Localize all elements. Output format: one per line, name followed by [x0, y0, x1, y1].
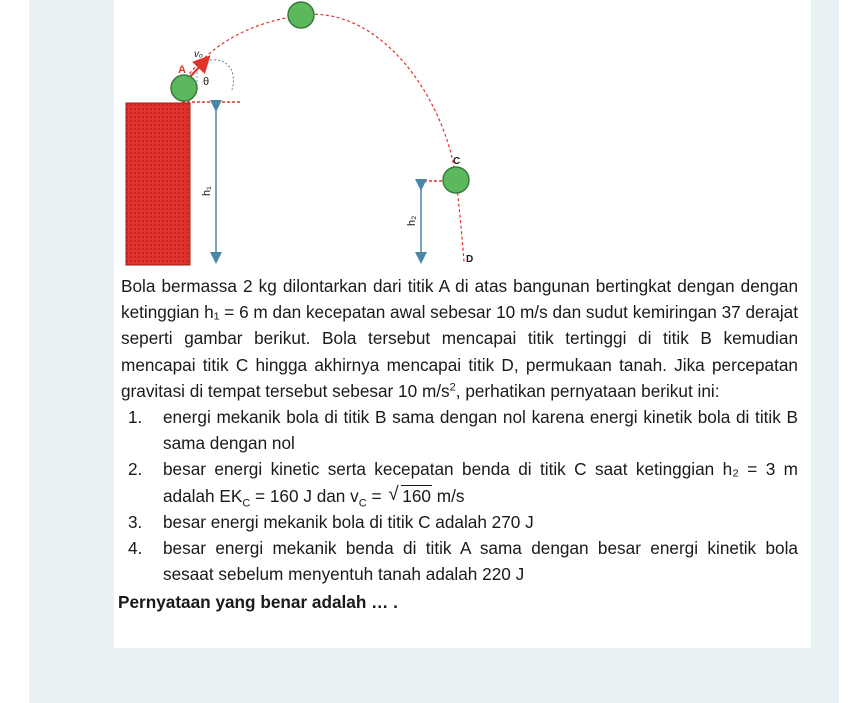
- statement-number: 2.: [128, 459, 143, 480]
- statement-text: besar energi mekanik benda di titik A sama dengan besar energi kinetik bola sesaat sebelum menyentuh tanah adalah 220 J: [163, 538, 798, 585]
- statement-number: 1.: [128, 407, 143, 428]
- statement-item: [121, 404, 798, 456]
- label-h2: h₂: [406, 215, 418, 226]
- page-background: [29, 0, 839, 703]
- label-d: D: [466, 254, 474, 265]
- radical-sign: √: [388, 483, 399, 505]
- sqrt-expression: [388, 483, 432, 509]
- statement-item: [121, 456, 798, 508]
- building: [126, 103, 190, 265]
- radicand: 160: [402, 485, 431, 506]
- theta-arc: [210, 60, 233, 90]
- paragraph-sup: 2: [449, 381, 456, 394]
- projectile-diagram: [114, 0, 811, 270]
- problem-text: [118, 273, 799, 616]
- label-c: C: [453, 156, 461, 167]
- statement-item: [121, 535, 798, 587]
- statement-text: energi mekanik bola di titik B sama dengan nol karena energi kinetik bola di titik B sama dengan nol: [163, 407, 798, 454]
- statement-text: m/s: [431, 485, 465, 506]
- ball-a: [171, 75, 197, 101]
- label-a: A: [178, 64, 186, 76]
- statement-text: besar energi mekanik bola di titik C adalah 270 J: [163, 511, 534, 532]
- label-h1: h₁: [201, 186, 213, 196]
- ball-c: [443, 167, 469, 193]
- statement-text: besar energi kinetic serta kecepatan benda di titik C saat ketinggian h₂ = 3 m adalah EK: [163, 459, 798, 506]
- statement-list: [121, 404, 798, 587]
- trajectory-path: [186, 14, 464, 262]
- statement-text: = 160 J dan v: [250, 485, 359, 506]
- statement-number: 3.: [128, 511, 143, 532]
- label-v0: vₒ: [194, 49, 203, 60]
- paragraph-body: Bola bermassa 2 kg dilontarkan dari titik A di atas bangunan bertingkat dengan dengan ketinggian h₁ = 6 m dan kecepatan awal sebesar 10 m/s dan sudut kemiringan 37 derajat seperti gambar berikut. Bola tersebut mencapai titik tertinggi di titik B kemudian mencapai titik C hingga akhirnya mencapai titik D, permukaan tanah. Jika percepatan gravitasi di tempat tersebut sebesar 10 m/s: [121, 276, 799, 401]
- subscript-c: C: [358, 497, 367, 510]
- statement-item: [121, 509, 798, 535]
- statement-number: 4.: [128, 538, 143, 559]
- label-theta: θ: [203, 76, 210, 88]
- statement-text: =: [366, 485, 387, 506]
- paragraph-tail: , perhatikan pernyataan berikut ini:: [455, 380, 720, 401]
- question-prompt: Pernyataan yang benar adalah … .: [118, 592, 398, 613]
- subscript-c: C: [242, 497, 251, 510]
- ball-b: [288, 2, 314, 28]
- problem-paragraph: [121, 273, 798, 404]
- question-card: [114, 0, 811, 648]
